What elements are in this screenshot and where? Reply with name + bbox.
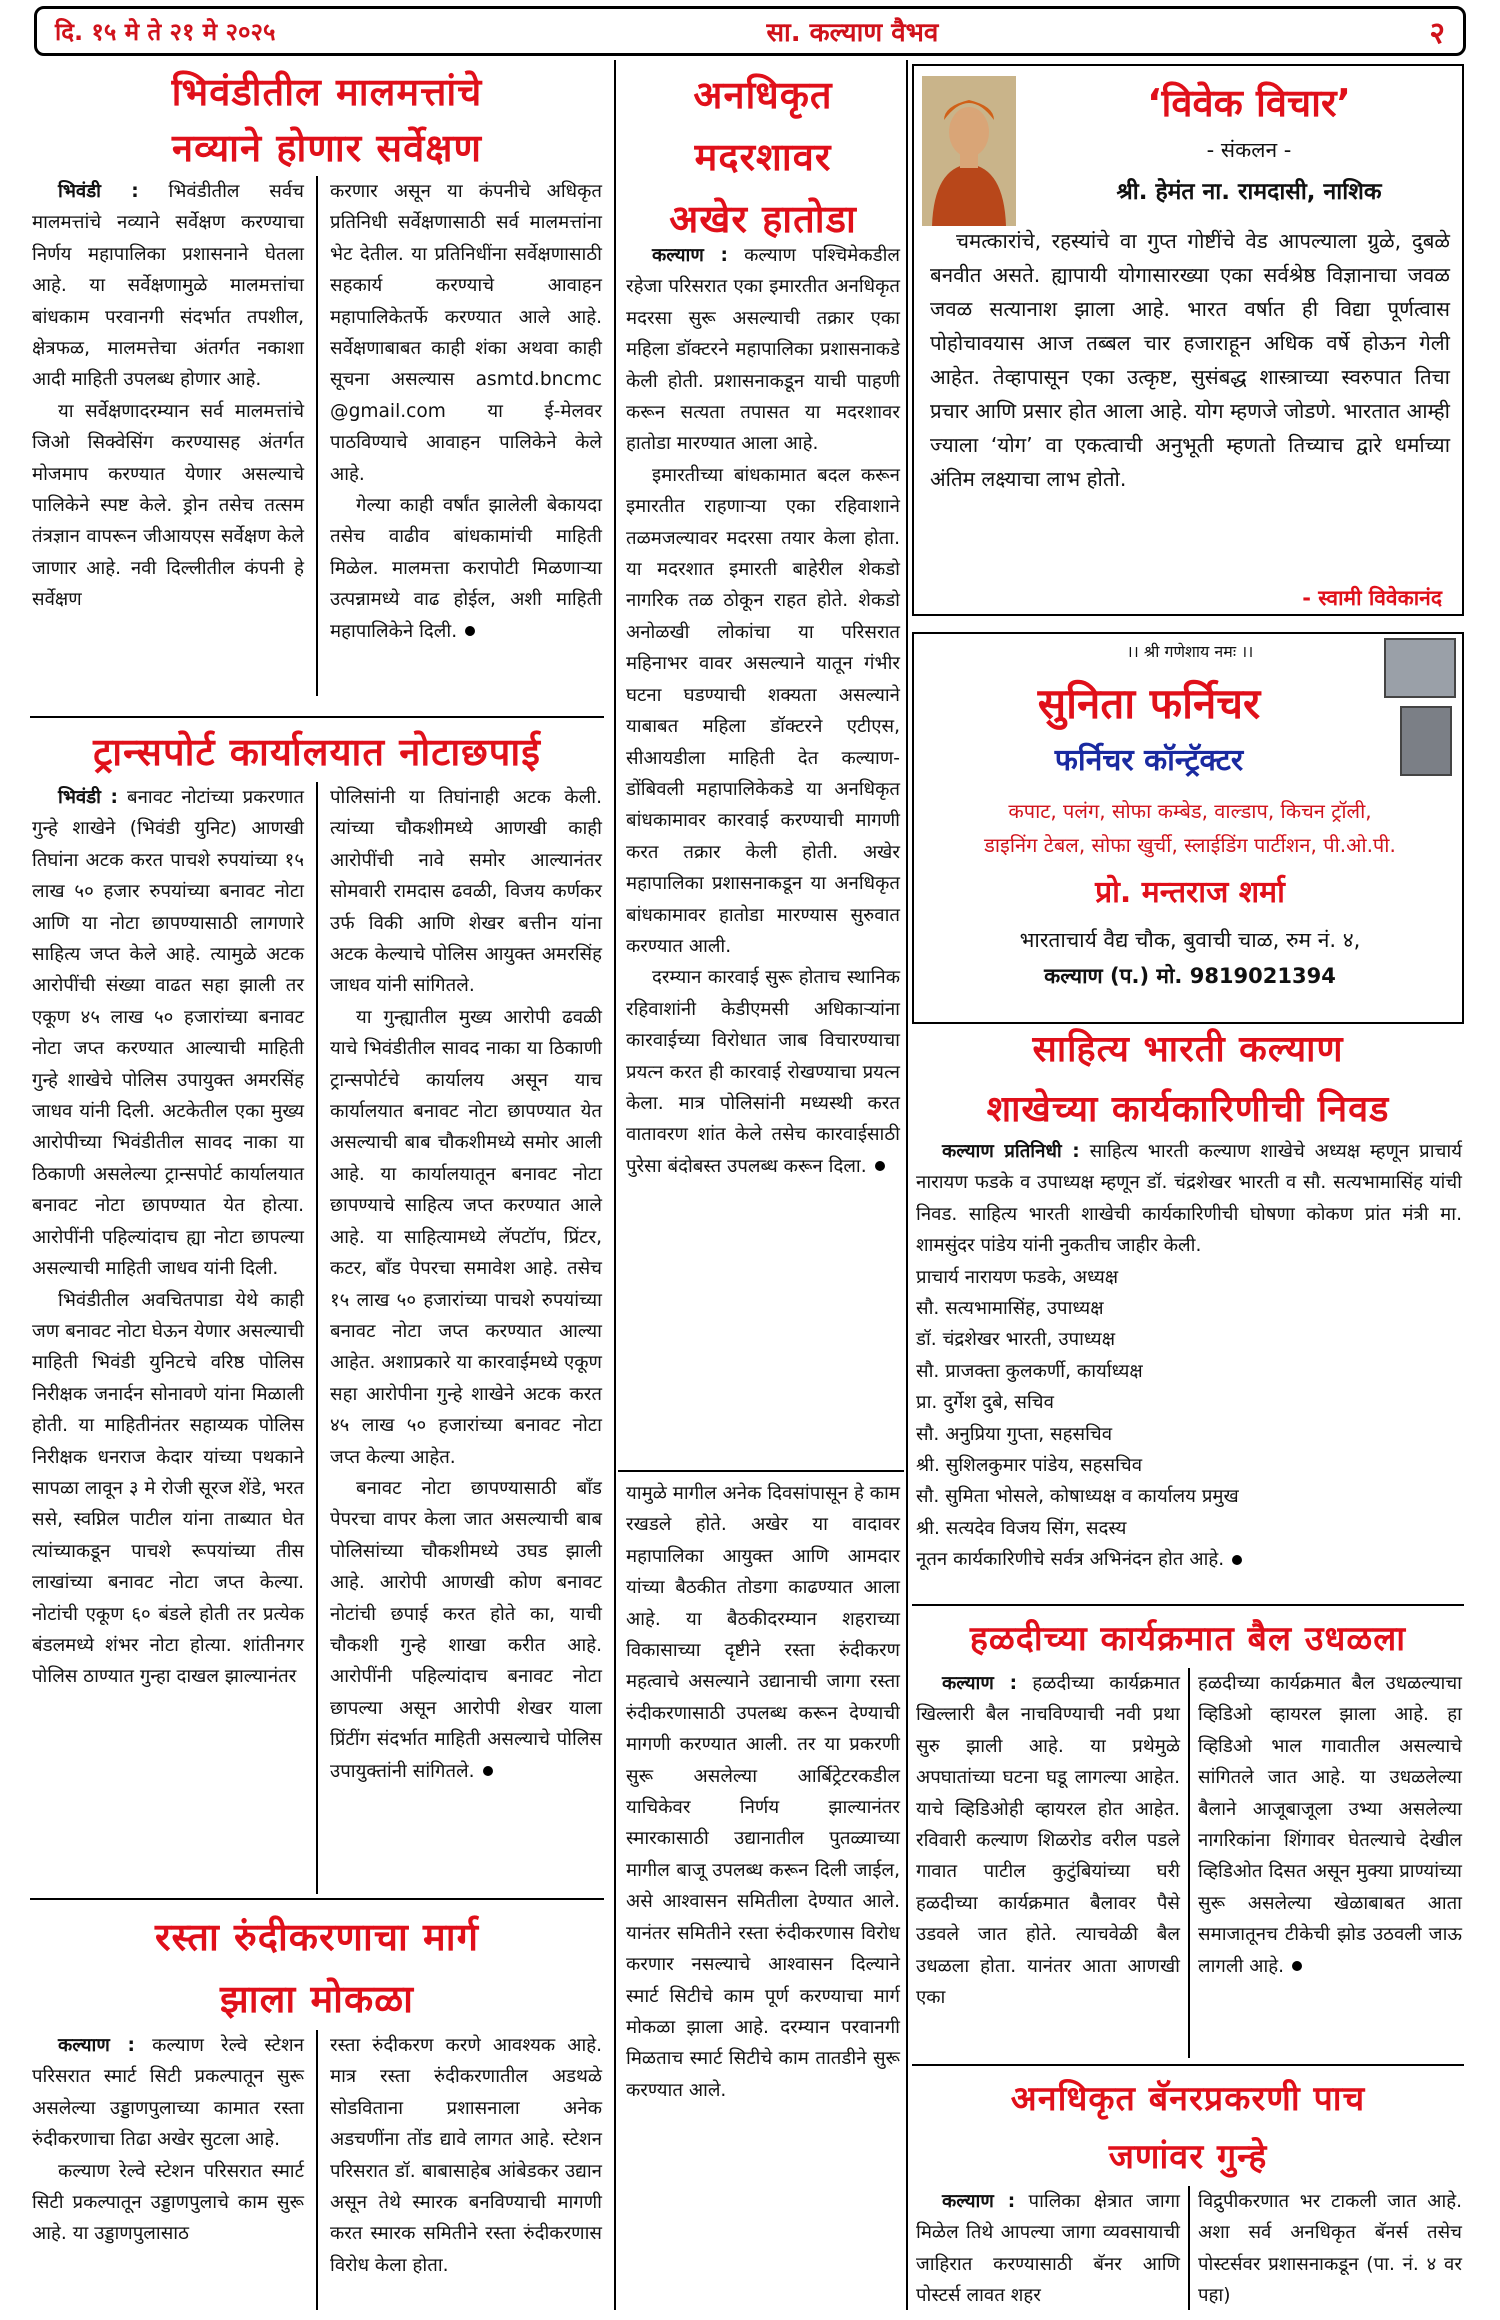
member-list-item: सौ. सत्यभामासिंह, उपाध्यक्ष xyxy=(916,1298,1104,1320)
article3-body2: कल्याण रेल्वे स्टेशन परिसरात स्मार्ट सिटी प्रकल्पातून उड्डाणपुलाचे काम सुरू आहे. या उड्डाणपुलासाठ xyxy=(32,2160,304,2245)
article4-body2: इमारतीच्या बांधकामात बदल करून इमारतीत राहणाऱ्या एका रहिवाशाने तळमजल्यावर मदरसा तयार केला होता. या मदरशात इमारती बाहेरील शेकडो नागरिक तळ ठोकून राहत होते. शेकडो अनोळखी लोकांचा या परिसरात महिनाभर वावर असल्याने यातून गंभीर घटना घडण्याची शक्यता असल्याने याबाबत महिला डॉक्टरने एटीएस, सीआयडीला माहिती देत कल्याण-डोंबिवली महापालिकेकडे या अनधिकृत बांधकामावर कारवाई करण्याची मागणी करत तक्रार केली होती. अखेर महापालिका प्रशासनाकडून या अनधिकृत बांधकामावर हातोडा मारण्यास सुरुवात करण्यात आली. xyxy=(626,464,900,957)
member-list-item: सौ. अनुप्रिया गुप्ता, सहसचिव xyxy=(916,1423,1113,1445)
article7-headline-line2: जणांवर गुन्हे xyxy=(1108,2137,1268,2177)
article1-headline-line2: नव्याने होणार सर्वेक्षण xyxy=(172,126,482,170)
article7-dateline: कल्याण : xyxy=(942,2191,1016,2212)
article4-headline-line3: अखेर हातोडा xyxy=(669,197,857,241)
swami-vivekananda-portrait xyxy=(922,76,1016,226)
article1-dateline: भिवंडी : xyxy=(58,181,139,202)
article6-col2 xyxy=(1198,1668,1462,1982)
member-list-item: श्री. सुशिलकुमार पांडेय, सहसचिव xyxy=(916,1455,1143,1477)
article1-headline-line1: भिवंडीतील मालमत्तांचे xyxy=(171,70,483,114)
column-rule xyxy=(614,60,616,2310)
column-rule xyxy=(1188,2186,1190,2310)
article5-closing: नूतन कार्यकारिणीचे सर्वत्र अभिनंदन होत आहे. xyxy=(916,1549,1225,1571)
article6-headline: हळदीच्या कार्यक्रमात बैल उधळला xyxy=(969,1619,1407,1659)
member-list-item: प्राचार्य नारायण फडके, अध्यक्ष xyxy=(916,1266,1119,1288)
column-rule xyxy=(316,2030,318,2310)
issue-date: दि. १५ मे ते २१ मे २०२५ xyxy=(55,17,276,46)
ad-items xyxy=(924,794,1456,862)
end-bullet xyxy=(483,1766,493,1776)
article1-body4: गेल्या काही वर्षांत झालेली बेकायदा तसेच वाढीव बांधकामांची माहिती मिळेल. मालमत्ता करापोटी मिळणाऱ्या उत्पन्नामध्ये वाढ होईल, अशी माहिती महापालिकेने दिली. xyxy=(330,495,602,642)
ad-proprietor: प्रो. मन्तराज शर्मा xyxy=(1095,875,1285,910)
end-bullet xyxy=(465,626,475,636)
article2-dateline: भिवंडी : xyxy=(58,787,118,808)
wardrobe-icon xyxy=(1384,638,1456,698)
article4-headline xyxy=(622,64,904,250)
article5-headline-line2: शाखेच्या कार्यकारिणीची निवड xyxy=(986,1089,1390,1130)
article7-col2 xyxy=(1198,2186,1462,2312)
end-bullet xyxy=(1292,1961,1302,1971)
article4-body3: दरम्यान कारवाई सुरू होताच स्थानिक रहिवाशांनी केडीएमसी अधिकाऱ्यांना कारवाईच्या विरोधात जाब विचारण्याचा प्रयत्न करत ही कारवाई रोखण्याचा प्रयत्न केला. मात्र पोलिसांनी मध्यस्थी करत वातावरण शांत केले तसेच कारवाईसाठी पुरेसा बंदोबस्त उपलब्ध करून दिला. xyxy=(626,967,900,1177)
article2-body3: पोलिसांनी या तिघांनाही अटक केली. त्यांच्या चौकशीमध्ये आणखी काही आरोपींची नावे समोर आल्यानंतर सोमवारी रामदास ढवळी, विजय कर्णकर उर्फ विकी आणि शेखर बत्तीन यांना अटक केल्याचे पोलिस आयुक्त अमरसिंह जाधव यांनी सांगितले. xyxy=(330,787,602,997)
article5-headline-line1: साहित्य भारती कल्याण xyxy=(1032,1029,1344,1070)
cabinet-icon xyxy=(1400,706,1452,776)
article3-headline-line2: झाला मोकळा xyxy=(220,1977,414,2021)
section-rule xyxy=(912,2064,1464,2066)
masthead xyxy=(34,6,1466,56)
article5-body1: साहित्य भारती कल्याण शाखेचे अध्यक्ष म्हणून प्राचार्य नारायण फडके व उपाध्यक्ष म्हणून डॉ. चंद्रशेखर भारती व सौ. सत्यभामासिंह यांची निवड. साहित्य भारती शाखेची कार्यकारिणीची घोषणा कोकण प्रांत मंत्री मा. शामसुंदर पांडेय यांनी नुकतीच जाहीर केली. xyxy=(916,1141,1462,1257)
article2-body2: भिवंडीतील अवचितपाडा येथे काही जण बनावट नोटा घेऊन येणार असल्याची माहिती भिवंडी युनिटचे वरिष्ठ पोलिस निरीक्षक जनार्दन सोनावणे यांना मिळाली होती. या माहितीनंतर सहाय्यक पोलिस निरीक्षक धनराज केदार यांच्या पथकाने सापळा लावून ३ मे रोजी सूरज शेंडे, भरत ससे, स्वप्निल पाटील यांना ताब्यात घेत त्यांच्याकडून पाचशे रूपयांच्या तीस लाखांच्या बनावट नोटा जप्त केल्या. नोटांची एकूण ६० बंडले होती तर प्रत्येक बंडलमध्ये शंभर नोटा होत्या. शांतीनगर पोलिस ठाण्यात गुन्हा दाखल झाल्यानंतर xyxy=(32,1289,304,1688)
member-list-item: डॉ. चंद्रशेखर भारती, उपाध्यक्ष xyxy=(916,1329,1116,1351)
article3-headline-line1: रस्ता रुंदीकरणाचा मार्ग xyxy=(154,1915,479,1959)
article3-body1: कल्याण रेल्वे स्टेशन परिसरात स्मार्ट सिटी प्रकल्पातून सुरू असलेल्या उड्डाणपुलाच्या कामात रस्ता रुंदीकरणाचा तिढा अखेर सुटला आहे. xyxy=(32,2035,304,2151)
vivek-vichar-title: ‘विवेक विचार’ xyxy=(1147,81,1351,125)
ad-address xyxy=(914,922,1466,994)
furniture-advertisement xyxy=(912,632,1464,1024)
article3-col2 xyxy=(330,2030,602,2281)
article1-col1 xyxy=(32,176,304,616)
paper-name: सा. कल्याण वैभव xyxy=(766,18,939,48)
article3-body4: यामुळे मागील अनेक दिवसांपासून हे काम रखडले होते. अखेर या वादावर महापालिका आयुक्त आणि आमदार यांच्या बैठकीत तोडगा काढण्यात आला आहे. या बैठकीदरम्यान शहराच्या विकासाच्या दृष्टीने रस्ता रुंदीकरण महत्वाचे असल्याने उद्यानाची जागा रस्ता रुंदीकरणासाठी उपलब्ध करून देण्याची मागणी करण्यात आली. तर या प्रकरणी सुरू असलेल्या आर्बिट्रेटरकडील याचिकेवर निर्णय झाल्यानंतर स्मारकासाठी उद्यानातील पुतळ्याच्या मागील बाजू उपलब्ध करून दिली जाईल, असे आश्वासन समितीला देण्यात आले. यानंतर समितीने रस्ता रुंदीकरणास विरोध करणार नसल्याचे आश्वासन दिल्याने स्मार्ट सिटीचे काम पूर्ण करण्याचा मार्ग मोकळा झाला आहे. दरम्यान परवानगी मिळताच स्मार्ट सिटीचे काम तातडीने सुरू करण्यात आले. xyxy=(626,1483,900,2101)
article2-body5: बनावट नोटा छापण्यासाठी बॉंड पेपरचा वापर केला जात असल्याची बाब पोलिसांच्या चौकशीमध्ये उघड झाली आहे. आरोपी आणखी कोण बनावट नोटांची छपाई करत होते का, याची चौकशी गुन्हे शाखा करीत आहे. आरोपींनी पहिल्यांदाच बनावट नोटा छापल्या असून आरोपी शेखर याला प्रिंटींग संदर्भात माहिती असल्याचे पोलिस उपायुक्तांनी सांगितले. xyxy=(330,1477,602,1782)
section-rule xyxy=(912,1604,1464,1606)
member-list-item: सौ. सुमिता भोसले, कोषाध्यक्ष व कार्यालय प्रमुख xyxy=(916,1486,1239,1508)
end-bullet xyxy=(875,1161,885,1171)
column-rule xyxy=(1188,1668,1190,2058)
article5-headline xyxy=(912,1020,1464,1140)
vivek-vichar-box xyxy=(912,64,1464,616)
article6-col1 xyxy=(916,1668,1180,2013)
column-rule xyxy=(316,176,318,696)
vivek-quote: चमत्कारांचे, रहस्यांचे वा गुप्त गोष्टींचे वेड आपल्याला ग्रुळे, दुबळे बनवीत असते. ह्यापायी योगासारख्या एका सर्वश्रेष्ठ विज्ञानाचा जवळ जवळ सत्यानाश झाला आहे. भारत वर्षात ही विद्या पूर्णत्वास पोहोचावयास आज तब्बल चार हजाराहून अधिक वर्षे होऊन गेली आहेत. तेव्हापासून एका उत्कृष्ट, सुसंबद्ध शास्त्राच्या स्वरुपात तिचा प्रचार आणि प्रसार होत आला आहे. योग म्हणजे जोडणे. भारतात आम्ही ज्याला ‘योग’ वा एकत्वाची अनुभूती म्हणतो तिच्याच द्वारे धर्माच्या अंतिम लक्ष्याचा लाभ होतो. xyxy=(930,229,1450,491)
article2-body1: बनावट नोटांच्या प्रकरणात गुन्हे शाखेने (भिवंडी युनिट) आणखी तिघांना अटक करत पाचशे रुपयांच्या १५ लाख ५० हजार रुपयांच्या बनावट नोटा आणि या नोटा छापण्यासाठी लागणारे साहित्य जप्त केले आहे. त्यामुळे अटक आरोपींची संख्या वाढत सहा झाली तर एकूण ४५ लाख ५० हजारांच्या बनावट नोटा जप्त करण्यात आल्याची माहिती गुन्हे शाखेचे पोलिस उपायुक्त अमरसिंह जाधव यांनी दिली. अटकेतील एका मुख्य आरोपीच्या भिवंडीतील सावद नाका या ठिकाणी असलेल्या ट्रान्सपोर्ट कार्यालयात बनावट नोटा छापण्यात येत होत्या. आरोपींनी पहिल्यांदाच ह्या नोटा छापल्या असल्याची माहिती जाधव यांनी दिली. xyxy=(32,787,304,1280)
article3-dateline: कल्याण : xyxy=(58,2035,135,2056)
article7-headline xyxy=(912,2070,1464,2186)
ad-items-line1: कपाट, पलंग, सोफा कम्बेड, वाल्डाप, किचन ट्रॉली, xyxy=(1008,799,1372,823)
article3-body3: रस्ता रुंदीकरण करणे आवश्यक आहे. मात्र रस्ता रुंदीकरणातील अडथळे सोडविताना प्रशासनाला अनेक अडचणींना तोंड द्यावे लागत आहे. स्टेशन परिसरात डॉ. बाबासाहेब आंबेडकर उद्यान असून तेथे स्मारक बनविण्याची मागणी करत स्मारक समितीने रस्ता रुंदीकरणास विरोध केला होता. xyxy=(330,2035,602,2276)
article3-col1 xyxy=(32,2030,304,2250)
article4-body xyxy=(626,240,900,1182)
article2-col2 xyxy=(330,782,602,1787)
article1-body2: या सर्वेक्षणादरम्यान सर्व मालमत्तांचे जिओ सिक्वेसिंग करण्यासह अंतर्गत मोजमाप करण्यात येणार असल्याचे पालिकेने स्पष्ट केले. ड्रोन तसेच तत्सम तंत्रज्ञान वापरून जीआयएस सर्वेक्षण केले जाणार आहे. नवी दिल्लीतील कंपनी हे सर्वेक्षण xyxy=(32,400,304,611)
page-number: २ xyxy=(1429,15,1445,51)
ad-address-line1: भारताचार्य वैद्य चौक, बुवाची चाळ, रुम नं. ४, xyxy=(1019,928,1361,952)
article7-headline-line1: अनधिकृत बॅनरप्रकरणी पाच xyxy=(1010,2079,1366,2119)
ad-invocation: ।। श्री गणेशाय नमः ।। xyxy=(1126,642,1254,661)
article4-dateline: कल्याण : xyxy=(652,245,728,266)
article5-body xyxy=(916,1136,1462,1576)
article7-col1 xyxy=(916,2186,1180,2312)
article6-dateline: कल्याण : xyxy=(942,1673,1018,1694)
article6-body2: हळदीच्या कार्यक्रमात बैल उधळल्याचा व्हिडिओ व्हायरल झाला आहे. हा व्हिडिओ भाल गावातील असल्याचे सांगितले जात आहे. या उधळलेल्या बैलाने आजूबाजूला उभ्या असलेल्या नागरिकांना शिंगावर घेतल्याचे देखील व्हिडिओत दिसत असून मुक्या प्राण्यांच्या सुरू असलेल्या खेळाबाबत आता समाजातूनच टीकेची झोड उठवली जाऊ लागली आहे. xyxy=(1198,1673,1462,1977)
column-rule xyxy=(906,60,908,2310)
column-rule xyxy=(316,782,318,1894)
article4-body1: कल्याण पश्चिमेकडील रहेजा परिसरात एका इमारतीत अनधिकृत मदरसा सुरू असल्याची तक्रार एका महिला डॉक्टरने महापालिका प्रशासनाकडे केली होती. प्रशासनाकडून याची पाहणी करून सत्यता तपासत या मदरशावर हातोडा मारण्यात आला आहे. xyxy=(626,245,900,455)
section-rule xyxy=(618,1470,904,1472)
ad-subtitle: फर्निचर कॉन्ट्रॅक्टर xyxy=(1054,743,1244,778)
quote-signature: - स्वामी विवेकानंद xyxy=(1302,586,1442,610)
article3-headline xyxy=(30,1906,604,2030)
ad-address-line2: कल्याण (प.) मो. 9819021394 xyxy=(1044,964,1336,988)
article4-headline-line2: मदरशावर xyxy=(694,135,832,179)
member-list-item: सौ. प्राजक्ता कुलकर्णी, कार्याध्यक्ष xyxy=(916,1360,1143,1382)
article1-headline xyxy=(30,64,624,176)
article7-body2: विद्रुपीकरणात भर टाकली जात आहे. अशा सर्व अनधिकृत बॅनर्स तसेच पोस्टर्सवर प्रशासनाकडून (पा. नं. ४ वर पहा) xyxy=(1198,2191,1462,2307)
ad-brand: सुनिता फर्निचर xyxy=(1037,679,1261,728)
article5-dateline: कल्याण प्रतिनिधी : xyxy=(942,1141,1080,1162)
article1-col2 xyxy=(330,176,602,647)
article2-body4: या गुन्ह्यातील मुख्य आरोपी ढवळी याचे भिवंडीतील सावद नाका या ठिकाणी ट्रान्सपोर्टचे कार्यालय असून याच कार्यालयात बनावट नोटा छापण्यात येत असल्याची बाब चौकशीमध्ये समोर आली आहे. या कार्यालयातून बनावट नोटा छापण्याचे साहित्य जप्त करण्यात आले आहे. या साहित्यामध्ये लॅपटॉप, प्रिंटर, कटर, बॉंड पेपरचा समावेश आहे. तसेच १५ लाख ५० हजारांच्या पाचशे रुपयांच्या बनावट नोटा जप्त करण्यात आल्या आहेत. अशाप्रकारे या कारवाईमध्ये एकूण सहा आरोपीना गुन्हे शाखेने अटक करत ४५ लाख ५० हजारांच्या बनावट नोटा जप्त केल्या आहेत. xyxy=(330,1006,602,1468)
section-rule xyxy=(30,716,604,718)
article4-headline-line1: अनधिकृत xyxy=(693,73,833,117)
article1-body1: भिवंडीतील सर्वच मालमत्तांचे नव्याने सर्वेक्षण करण्याचा निर्णय महापालिका प्रशासनाने घेतला आहे. या सर्वेक्षणामुळे मालमत्तांचा बांधकाम परवानगी संदर्भात तपशील, क्षेत्रफळ, मालमत्तेचा अंतर्गत नकाशा आदी माहिती उपलब्ध होणार आहे. xyxy=(32,181,304,391)
compiled-label: - संकलन - xyxy=(1206,138,1292,162)
article6-body1: हळदीच्या कार्यक्रमात खिल्लारी बैल नाचविण्याची नवी प्रथा सुरु झाली आहे. या प्रथेमुळे अपघातांच्या घटना घडू लागल्या आहेत. याचे व्हिडिओही व्हायरल होत आहेत. रविवारी कल्याण शिळरोड वरील पडले गावात पाटील कुटुंबियांच्या घरी हळदीच्या कार्यक्रमात बैलावर पैसे उडवले जात होते. त्याचवेळी बैल उधळला होता. यानंतर आता आणखी एका xyxy=(916,1673,1180,2009)
end-bullet xyxy=(1232,1555,1242,1565)
member-list xyxy=(916,1262,1462,1545)
article3-col3 xyxy=(626,1478,900,2106)
article2-col1 xyxy=(32,782,304,1693)
article1-body3: करणार असून या कंपनीचे अधिकृत प्रतिनिधी सर्वेक्षणासाठी सर्व मालमत्तांना भेट देतील. या प्रतिनिधींना सर्वेक्षणासाठी सहकार्य करण्याचे आवाहन महापालिकेतर्फे करण्यात आले आहे. सर्वेक्षणाबाबत काही शंका अथवा काही सूचना असल्यास asmtd.bncmc @gmail.com या ई-मेलवर पाठविण्याचे आवाहन पालिकेने केले आहे. xyxy=(330,181,602,485)
ad-items-line2: डाइनिंग टेबल, सोफा खुर्ची, स्लाईडिंग पार्टीशन, पी.ओ.पी. xyxy=(984,833,1396,857)
member-list-item: प्रा. दुर्गेश दुबे, सचिव xyxy=(916,1392,1054,1414)
section-rule xyxy=(30,1898,604,1900)
compiler-name: श्री. हेमंत ना. रामदासी, नाशिक xyxy=(1116,179,1382,205)
member-list-item: श्री. सत्यदेव विजय सिंग, सदस्य xyxy=(916,1517,1127,1539)
article7-body1: पालिका क्षेत्रात जागा मिळेल तिथे आपल्या जागा व्यवसायाची जाहिरात करण्यासाठी बॅनर आणि पोस्टर्स लावत शहर xyxy=(916,2191,1180,2307)
article2-headline: ट्रान्सपोर्ट कार्यालयात नोटाछपाई xyxy=(93,730,541,774)
